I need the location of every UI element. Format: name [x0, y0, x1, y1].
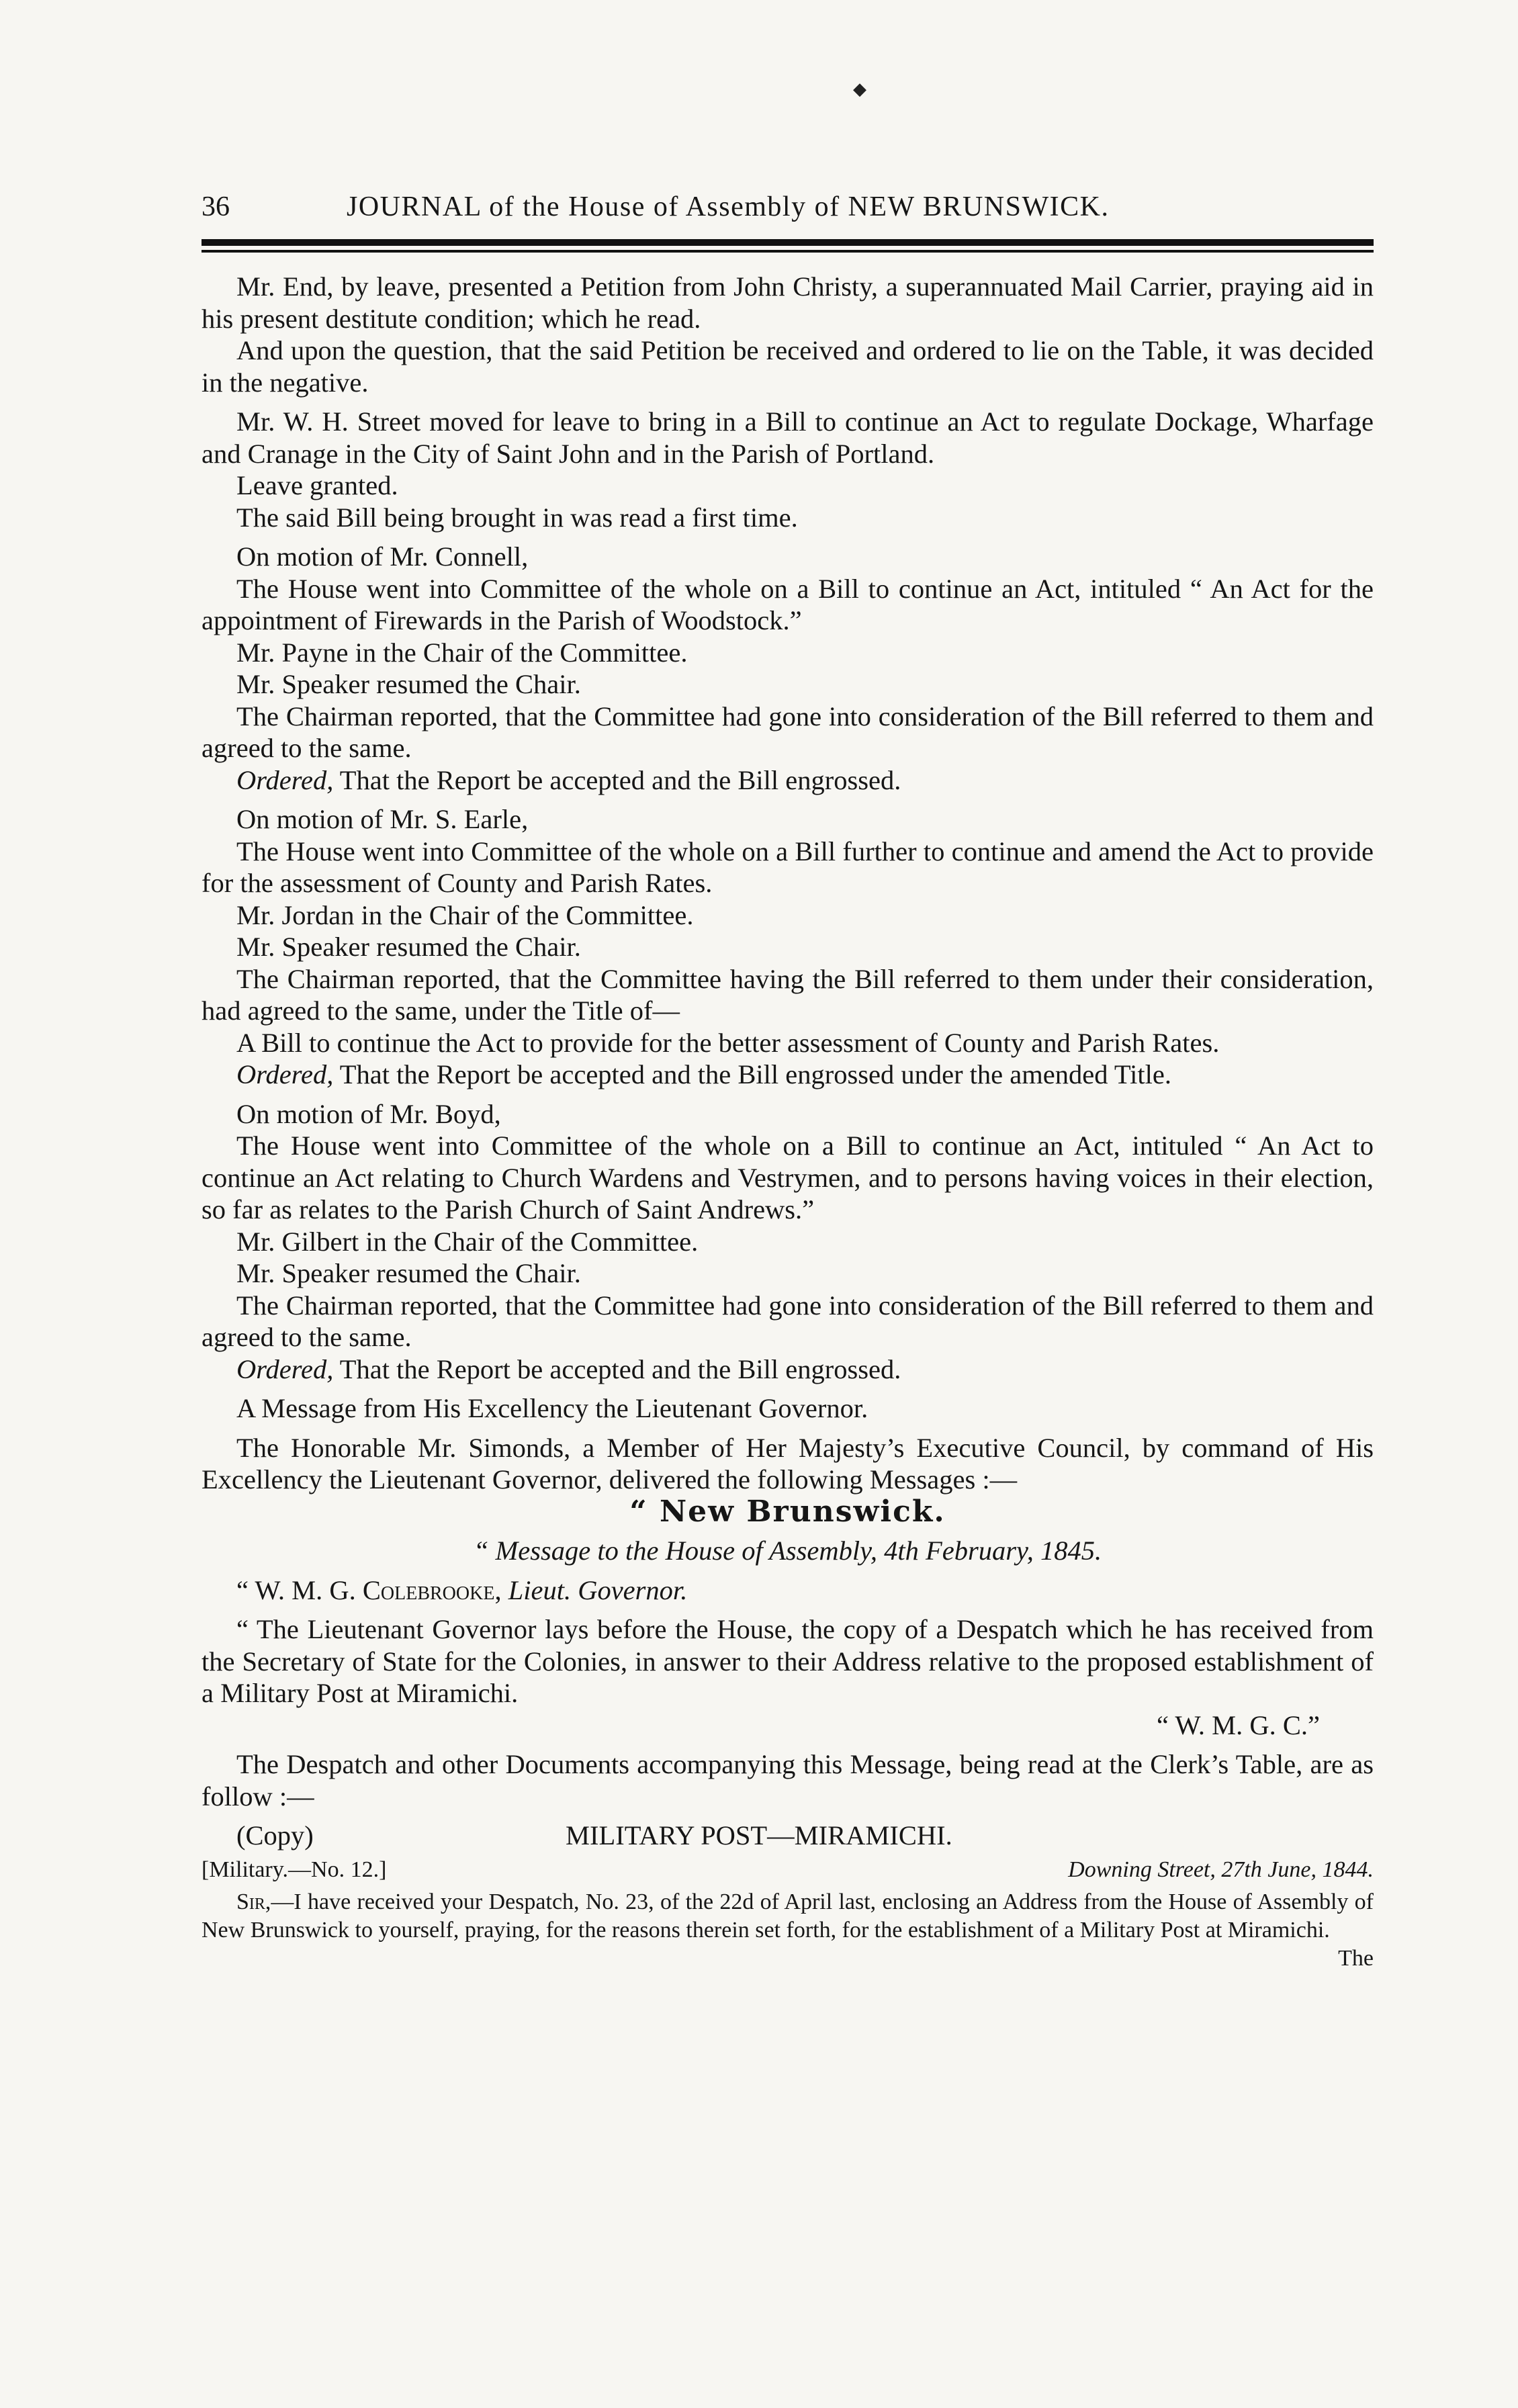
despatch-reference-line — [202, 1856, 1374, 1884]
paragraph: The Chairman reported, that the Committee had gone into consideration of the Bill referred to them and agreed to the same. — [202, 701, 1374, 763]
ordered-text: That the Report be accepted and the Bill engrossed. — [339, 764, 901, 795]
ordered-text: That the Report be accepted and the Bill engrossed. — [339, 1353, 901, 1384]
ordered-paragraph — [202, 1059, 1374, 1091]
paragraph: Leave granted. — [236, 470, 398, 500]
page-number: 36 — [202, 191, 230, 222]
message-heading: “ New Brunswick. — [629, 1494, 946, 1529]
message-body: “ The Lieutenant Governor lays before the House, the copy of a Despatch which he has received from the Secretary of State for the Colonies, in answer to their Address relative to the proposed establishment of a Military Post at Miramichi. — [202, 1614, 1374, 1708]
message-subheading-text: “ Message to the House of Assembly, 4th February, 1845. — [473, 1535, 1102, 1566]
despatch-title: MILITARY POST—MIRAMICHI. — [566, 1820, 952, 1850]
paragraph: Mr. Payne in the Chair of the Committee. — [236, 637, 688, 668]
header-rule-thin — [202, 250, 1374, 253]
paragraph: Mr. Speaker resumed the Chair. — [236, 1258, 581, 1288]
despatch-title-line — [202, 1820, 1374, 1852]
paragraph: Mr. Gilbert in the Chair of the Committee. — [236, 1226, 699, 1257]
despatch-place-date: Downing Street, 27th June, 1844. — [1068, 1857, 1374, 1882]
paragraph: And upon the question, that the said Petition be received and ordered to lie on the Table, it was decided in the negative. — [202, 335, 1374, 398]
governor-name: “ W. M. G. Colebrooke, — [236, 1574, 502, 1605]
journal-body — [202, 271, 1374, 1973]
paragraph: The House went into Committee of the whole on a Bill to continue an Act, intituled “ An Act for the appointment of Firewards in the Parish of Woodstock.” — [202, 573, 1374, 635]
paragraph: The Chairman reported, that the Committee had gone into consideration of the Bill referred to them and agreed to the same. — [202, 1290, 1374, 1352]
message-initials: “ W. M. G. C.” — [1157, 1709, 1320, 1740]
catchword: The — [1338, 1945, 1374, 1971]
ordered-label: Ordered, — [236, 764, 334, 795]
paragraph: Mr. Jordan in the Chair of the Committee. — [236, 899, 694, 930]
ordered-label: Ordered, — [236, 1353, 334, 1384]
despatch-reference: [Military.—No. 12.] — [202, 1857, 387, 1882]
motion-line: On motion of Mr. Connell, — [236, 541, 529, 572]
page-header — [202, 191, 1374, 238]
print-speck: ◆ — [853, 79, 866, 99]
motion-line: On motion of Mr. S. Earle, — [236, 804, 529, 834]
ordered-label: Ordered, — [236, 1059, 334, 1089]
paragraph: Mr. Speaker resumed the Chair. — [236, 669, 581, 699]
paragraph: The said Bill being brought in was read a first time. — [236, 502, 798, 533]
paragraph: Mr. Speaker resumed the Chair. — [236, 932, 581, 962]
salutation: Sir, — [236, 1889, 271, 1914]
header-rule — [202, 239, 1374, 246]
paragraph: The House went into Committee of the whole on a Bill further to continue and amend the Act to provide for the assessment of County and Parish Rates. — [202, 836, 1374, 898]
paragraph: The Chairman reported, that the Committee having the Bill referred to them under their consideration, had agreed to the same, under the Title of— — [202, 963, 1374, 1026]
paragraph: Mr. W. H. Street moved for leave to bring in a Bill to continue an Act to regulate Dockage, Wharfage and Cranage in the City of Saint John and in the Parish of Portland. — [202, 406, 1374, 469]
paragraph: A Message from His Excellency the Lieutenant Governor. — [236, 1393, 868, 1423]
despatch-body — [202, 1888, 1374, 1945]
ordered-paragraph — [202, 764, 1374, 797]
paragraph: A Bill to continue the Act to provide for the better assessment of County and Parish Rates. — [236, 1027, 1220, 1058]
governor-title: Lieut. Governor. — [508, 1574, 688, 1605]
motion-line: On motion of Mr. Boyd, — [236, 1098, 501, 1129]
despatch-intro: The Despatch and other Documents accompanying this Message, being read at the Clerk’s Table, are as follow :— — [202, 1749, 1374, 1812]
running-title: JOURNAL of the House of Assembly of NEW BRUNSWICK. — [347, 191, 1110, 222]
paragraph: Mr. End, by leave, presented a Petition from John Christy, a superannuated Mail Carrier, praying aid in his present destitute condition; which he read. — [202, 271, 1374, 334]
message-subheading — [202, 1535, 1374, 1567]
copy-label: (Copy) — [236, 1820, 314, 1850]
paragraph: The House went into Committee of the whole on a Bill to continue an Act, intituled “ An Act to continue an Act relating to Church Wardens and Vestrymen, and to persons having voices in their election, so far as relates to the Parish Church of Saint Andrews.” — [202, 1130, 1374, 1224]
message-signature — [202, 1574, 1374, 1607]
ordered-paragraph — [202, 1353, 1374, 1386]
paragraph: The Honorable Mr. Simonds, a Member of Her Majesty’s Executive Council, by command of His Excellency the Lieutenant Governor, delivered the following Messages :— — [202, 1432, 1374, 1495]
despatch-body-text: —I have received your Despatch, No. 23, of the 22d of April last, enclosing an Address from the House of Assembly of New Brunswick to yourself, praying, for the reasons therein set forth, for the establishment of a Military Post at Miramichi. — [202, 1889, 1374, 1943]
ordered-text: That the Report be accepted and the Bill engrossed under the amended Title. — [339, 1059, 1172, 1089]
